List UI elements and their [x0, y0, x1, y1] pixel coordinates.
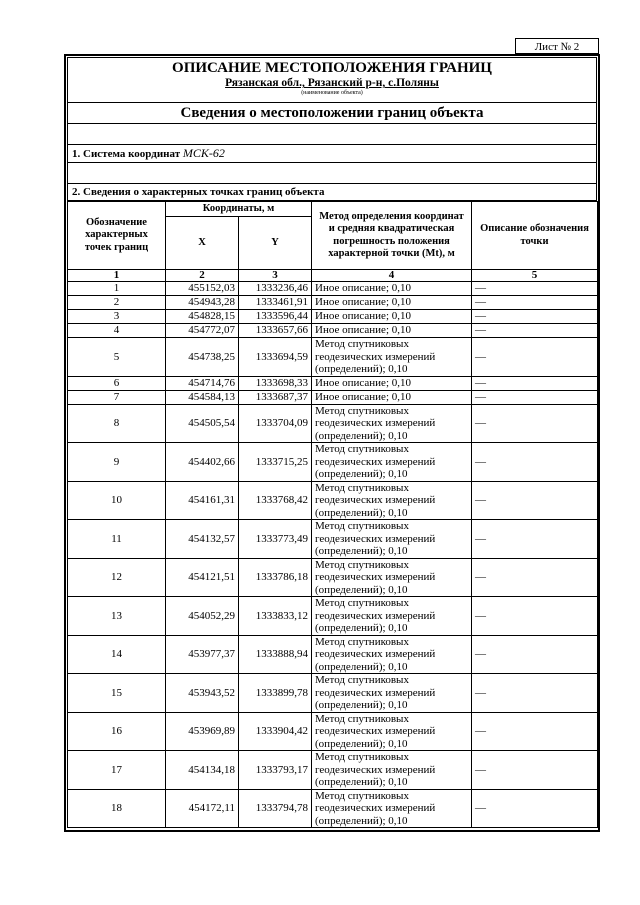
points-section-line: [67, 183, 597, 201]
point-number: 9: [68, 443, 166, 482]
point-number: 4: [68, 324, 166, 338]
coord-x: 454828,15: [166, 310, 239, 324]
table-row: [68, 481, 598, 520]
table-row: [68, 751, 598, 790]
point-number: 16: [68, 712, 166, 751]
coord-y: 1333793,17: [239, 751, 312, 790]
point-description: —: [472, 404, 598, 443]
column-number: 5: [472, 270, 598, 282]
column-numbers-row: [68, 270, 598, 282]
coord-x: 454121,51: [166, 558, 239, 597]
point-description: —: [472, 712, 598, 751]
method: Иное описание; 0,10: [312, 390, 472, 404]
method: Метод спутниковых геодезических измерений (определений); 0,10: [312, 712, 472, 751]
col-description: Описание обозначения точки: [472, 202, 598, 270]
coord-x: 454505,54: [166, 404, 239, 443]
coord-x: 454172,11: [166, 789, 239, 828]
point-description: —: [472, 296, 598, 310]
coord-y: 1333461,91: [239, 296, 312, 310]
table-row: [68, 635, 598, 674]
col-designation: Обозначение характерных точек границ: [68, 202, 166, 270]
method: Метод спутниковых геодезических измерений (определений); 0,10: [312, 674, 472, 713]
point-description: —: [472, 338, 598, 377]
point-number: 15: [68, 674, 166, 713]
table-row: [68, 789, 598, 828]
coord-y: 1333773,49: [239, 520, 312, 559]
coord-y: 1333794,78: [239, 789, 312, 828]
document-title: ОПИСАНИЕ МЕСТОПОЛОЖЕНИЯ ГРАНИЦ: [172, 60, 492, 76]
point-description: —: [472, 674, 598, 713]
method: Иное описание; 0,10: [312, 310, 472, 324]
table-row: [68, 597, 598, 636]
coord-y: 1333899,78: [239, 674, 312, 713]
point-number: 3: [68, 310, 166, 324]
method: Метод спутниковых геодезических измерений (определений); 0,10: [312, 404, 472, 443]
coord-x: 454943,28: [166, 296, 239, 310]
point-description: —: [472, 443, 598, 482]
col-coordinates: Координаты, м: [166, 202, 312, 217]
method: Метод спутниковых геодезических измерений (определений); 0,10: [312, 789, 472, 828]
table-row: [68, 558, 598, 597]
coord-y: 1333698,33: [239, 376, 312, 390]
coord-x: 454772,07: [166, 324, 239, 338]
point-number: 12: [68, 558, 166, 597]
coord-x: 454132,57: [166, 520, 239, 559]
point-number: 18: [68, 789, 166, 828]
points-table-body: [68, 282, 598, 828]
point-number: 5: [68, 338, 166, 377]
table-row: [68, 443, 598, 482]
point-description: —: [472, 481, 598, 520]
column-number: 4: [312, 270, 472, 282]
method: Метод спутниковых геодезических измерений (определений); 0,10: [312, 751, 472, 790]
coord-y: 1333904,42: [239, 712, 312, 751]
points-section-label: 2. Сведения о характерных точках границ объекта: [72, 186, 325, 198]
point-description: —: [472, 376, 598, 390]
table-row: [68, 310, 598, 324]
document-header: [67, 57, 597, 103]
method: Метод спутниковых геодезических измерений (определений); 0,10: [312, 443, 472, 482]
spacer: [67, 163, 597, 183]
table-row: [68, 404, 598, 443]
coord-x: 454161,31: [166, 481, 239, 520]
point-description: —: [472, 520, 598, 559]
table-row: [68, 282, 598, 296]
coord-y: 1333786,18: [239, 558, 312, 597]
col-method-label: Метод определения координат и средняя квадратическая погрешность положения характерной точки (Mt), м: [319, 210, 464, 259]
coord-y: 1333687,37: [239, 390, 312, 404]
coord-x: 455152,03: [166, 282, 239, 296]
method: Иное описание; 0,10: [312, 324, 472, 338]
document-content: [67, 57, 597, 828]
section-title: Сведения о местоположении границ объекта: [67, 103, 597, 124]
coord-x: 454134,18: [166, 751, 239, 790]
point-number: 7: [68, 390, 166, 404]
method: Иное описание; 0,10: [312, 376, 472, 390]
coord-y: 1333236,46: [239, 282, 312, 296]
coord-y: 1333704,09: [239, 404, 312, 443]
col-x: X: [166, 217, 239, 270]
coord-system-label: 1. Система координат: [72, 148, 181, 160]
object-name-note: (наименование объекта): [301, 90, 363, 96]
point-description: —: [472, 789, 598, 828]
point-number: 10: [68, 481, 166, 520]
coord-x: 453977,37: [166, 635, 239, 674]
table-row: [68, 376, 598, 390]
point-number: 14: [68, 635, 166, 674]
point-description: —: [472, 282, 598, 296]
method: Метод спутниковых геодезических измерений (определений); 0,10: [312, 481, 472, 520]
point-number: 2: [68, 296, 166, 310]
spacer: [67, 124, 597, 144]
point-description: —: [472, 558, 598, 597]
point-number: 1: [68, 282, 166, 296]
coord-y: 1333694,59: [239, 338, 312, 377]
coord-y: 1333833,12: [239, 597, 312, 636]
table-row: [68, 296, 598, 310]
column-number: 2: [166, 270, 239, 282]
coord-x: 454402,66: [166, 443, 239, 482]
point-number: 6: [68, 376, 166, 390]
point-number: 13: [68, 597, 166, 636]
method: Иное описание; 0,10: [312, 296, 472, 310]
point-description: —: [472, 635, 598, 674]
coord-x: 453969,89: [166, 712, 239, 751]
coord-y: 1333596,44: [239, 310, 312, 324]
table-row: [68, 338, 598, 377]
coord-x: 453943,52: [166, 674, 239, 713]
coord-x: 454584,13: [166, 390, 239, 404]
point-number: 8: [68, 404, 166, 443]
col-method: [312, 202, 472, 270]
coord-x: 454738,25: [166, 338, 239, 377]
col-y: Y: [239, 217, 312, 270]
table-row: [68, 674, 598, 713]
coord-y: 1333715,25: [239, 443, 312, 482]
table-row: [68, 520, 598, 559]
coord-x: 454052,29: [166, 597, 239, 636]
method: Метод спутниковых геодезических измерений (определений); 0,10: [312, 558, 472, 597]
point-number: 11: [68, 520, 166, 559]
method: Иное описание; 0,10: [312, 282, 472, 296]
method: Метод спутниковых геодезических измерений (определений); 0,10: [312, 338, 472, 377]
point-description: —: [472, 390, 598, 404]
coord-system-value: МСК-62: [182, 146, 225, 160]
point-description: —: [472, 324, 598, 338]
point-description: —: [472, 751, 598, 790]
coord-y: 1333657,66: [239, 324, 312, 338]
coord-system-line: [67, 144, 597, 163]
table-row: [68, 390, 598, 404]
column-number: 1: [68, 270, 166, 282]
method: Метод спутниковых геодезических измерений (определений); 0,10: [312, 520, 472, 559]
table-row: [68, 712, 598, 751]
points-table: [67, 201, 598, 828]
coord-y: 1333768,42: [239, 481, 312, 520]
point-description: —: [472, 597, 598, 636]
sheet-number: Лист № 2: [515, 38, 599, 54]
point-description: —: [472, 310, 598, 324]
column-number: 3: [239, 270, 312, 282]
method: Метод спутниковых геодезических измерений (определений); 0,10: [312, 597, 472, 636]
point-number: 17: [68, 751, 166, 790]
method: Метод спутниковых геодезических измерений (определений); 0,10: [312, 635, 472, 674]
coord-y: 1333888,94: [239, 635, 312, 674]
coord-x: 454714,76: [166, 376, 239, 390]
table-row: [68, 324, 598, 338]
object-name: Рязанская обл., Рязанский р-н, с.Поляны: [225, 77, 439, 89]
